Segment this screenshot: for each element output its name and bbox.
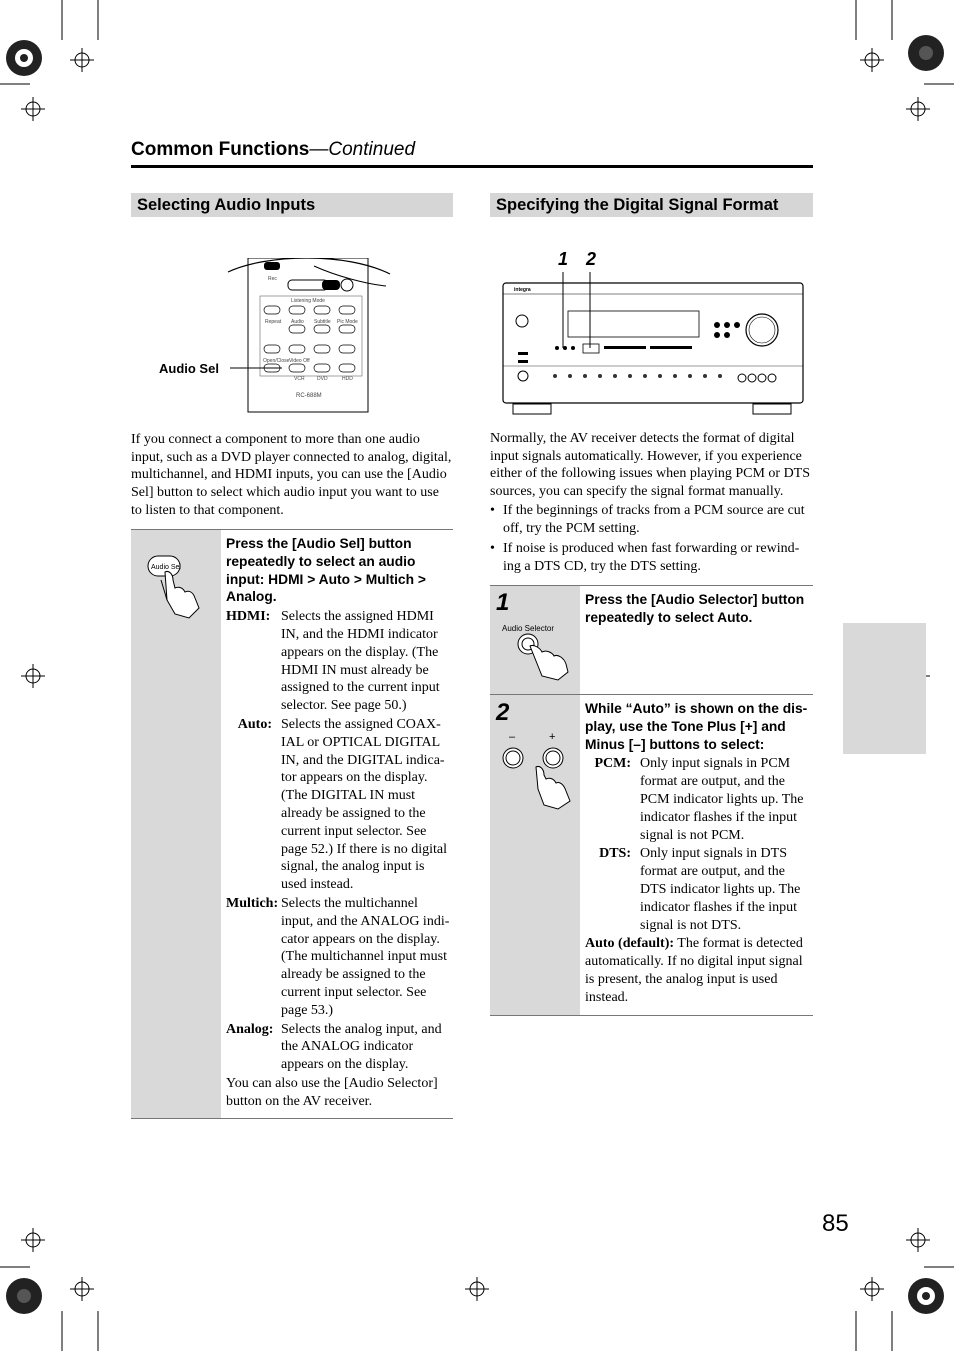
remote-pic-mode: Pic Mode [337, 319, 358, 325]
left-step-title: Press the [Audio Sel] button repeatedly to select an audio input: HDMI > Auto > Multich > Analog. [226, 536, 426, 605]
step-2-defs [585, 755, 811, 1006]
section-title: Common Functions [131, 139, 310, 160]
def-row [226, 895, 452, 1020]
def-row [226, 608, 452, 715]
right-intro-block [490, 430, 813, 576]
def-desc: Selects the assigned HDMI IN, and the HDMI indicator appears on the display. (The HDMI IN must already be assigned to the current input selector. See page 50.) [281, 609, 440, 714]
plus-label: + [549, 731, 556, 743]
remote-hdd: HDD [342, 376, 353, 382]
step-1-number: 1 [496, 589, 510, 616]
step-1-box [490, 585, 813, 695]
def-desc: The format is detected automatically. If no digital input signal is present, the analog input is used instead. [585, 936, 803, 1005]
continued-label: —Continued [309, 139, 416, 160]
minus-label: – [509, 731, 516, 743]
left-intro: If you connect a component to more than one audio input, such as a DVD player connected to analog, digital, multichannel, and HDMI inputs, you can use the [Audio Sel] button to select which audio input you want to use to listen to that component. [131, 432, 452, 518]
remote-listening-mode: Listening Mode [291, 298, 325, 304]
chapter-side-tab [843, 623, 926, 754]
remote-video-off: Video Off [289, 358, 310, 364]
left-step-icon-col [131, 530, 221, 1118]
def-row [585, 755, 811, 844]
def-desc: Selects the multichannel input, and the ANALOG indi-cator appears on the display. (The multichannel input must already be assigned to the current input selector. See page 53.) [281, 895, 450, 1018]
def-term: DTS: [599, 846, 631, 862]
svg-text:Rec: Rec [268, 276, 277, 282]
remote-illustration [226, 258, 394, 413]
left-step-box [131, 529, 453, 1119]
audio-sel-icon-label: Audio Sel [151, 564, 181, 571]
step-2-content [585, 700, 811, 1007]
remote-repeat: Repeat [265, 319, 282, 325]
step-2-number: 2 [496, 699, 510, 726]
def-desc: Selects the assigned COAX-IAL or OPTICAL DIGITAL IN, and the DIGITAL indica-tor appears on the display. (The DIGITAL IN must already be assigned to the current input selector. See page 52.) If there is no digital signal, the analog input is used instead. [281, 716, 448, 893]
def-desc: Only input signals in DTS format are output, and the DTS indicator lights up. The indicator flashes if the input signal is not DTS. [640, 846, 801, 933]
tone-buttons-press-icon [500, 743, 580, 813]
def-term: Auto (default): [585, 936, 675, 952]
callout-2: 2 [586, 249, 597, 269]
def-desc: Only input signals in PCM format are output, and the PCM indicator lights up. The indicator flashes if the input signal is not PCM. [640, 756, 804, 843]
callout-1: 1 [558, 249, 569, 269]
step-2-title: While “Auto” is shown on the dis-play, use the Tone Plus [+] and Minus [–] buttons to select: [585, 701, 808, 752]
def-term: Auto: [237, 716, 272, 732]
def-row [226, 716, 452, 894]
remote-vcr: VCR [294, 376, 305, 382]
def-term: Multich: [226, 895, 279, 911]
left-intro-block [131, 431, 453, 520]
step-1-icon-col [490, 586, 580, 694]
left-step-content [226, 535, 452, 1111]
remote-subtitle: Subtitle [314, 319, 331, 325]
def-desc: Selects the analog input, and the ANALOG indicator appears on the display. [281, 1021, 442, 1073]
step-2-icon-col [490, 695, 580, 1015]
def-term: HDMI: [226, 609, 271, 625]
remote-model: RC-688M [296, 393, 322, 399]
right-intro: Normally, the AV receiver detects the format of digital input signals automatically. However, if you experience either of the following issues when playing PCM or DTS sources, you can specify the signal format manually. [490, 431, 811, 500]
def-row [226, 1021, 452, 1074]
left-footnote: You can also use the [Audio Selector] button on the AV receiver. [226, 1075, 438, 1109]
bullet-item: • If the beginnings of tracks from a PCM source are cut off, try the PCM setting. [490, 502, 813, 538]
header-rule [131, 165, 813, 168]
remote-audio: Audio [291, 319, 304, 325]
remote-dvd: DVD [317, 376, 328, 382]
def-row [585, 935, 811, 1006]
page-number: 85 [822, 1210, 849, 1237]
step-1-title: Press the [Audio Selector] button repeatedly to select Auto. [585, 592, 805, 625]
hand-press-icon [131, 530, 221, 620]
step-2-box [490, 694, 813, 1016]
right-section-title: Specifying the Digital Signal Format [490, 193, 813, 217]
remote-open-close: Open/Close [263, 358, 290, 364]
def-term: Analog: [226, 1021, 274, 1037]
left-section-title: Selecting Audio Inputs [131, 193, 453, 217]
audio-selector-label: Audio Selector [502, 624, 555, 633]
def-row [585, 845, 811, 934]
remote-drawing [226, 258, 394, 413]
receiver-brand: integra [514, 287, 531, 293]
def-term: PCM: [594, 756, 631, 772]
receiver-illustration [500, 268, 806, 418]
section-header [131, 139, 415, 161]
audio-selector-press-icon [508, 632, 578, 682]
bullet-item: • If noise is produced when fast forwarding or rewind-ing a DTS CD, try the DTS setting. [490, 540, 813, 576]
receiver-drawing [500, 268, 806, 418]
audio-sel-callout: Audio Sel [159, 361, 219, 376]
left-defs [226, 608, 452, 1110]
